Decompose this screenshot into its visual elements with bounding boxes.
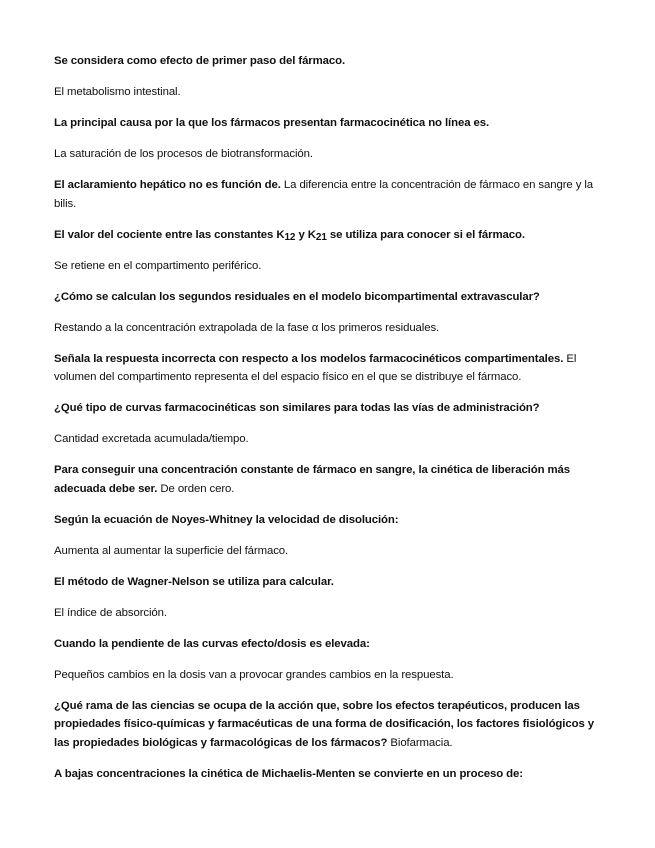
question-3: El aclaramiento hepático no es función de. <box>54 179 281 191</box>
question-6: Señala la respuesta incorrecta con respecto a los modelos farmacocinéticos compartimentales. <box>54 352 564 365</box>
document-page <box>54 52 602 796</box>
question-10: El método de Wagner-Nelson se utiliza para calcular. <box>54 575 334 588</box>
answer-2: La saturación de los procesos de biotransformación. <box>54 148 313 160</box>
answer-7: Cantidad excretada acumulada/tiempo. <box>54 433 249 445</box>
qa-8 <box>54 461 602 498</box>
answer-1: El metabolismo intestinal. <box>54 86 181 98</box>
answer-5: Restando a la concentración extrapolada de la fase α los primeros residuales. <box>54 321 440 334</box>
answer-8: De orden cero. <box>160 482 235 495</box>
question-5: ¿Cómo se calculan los segundos residuales en el modelo bicompartimental extravascular? <box>54 290 540 303</box>
qa-3 <box>54 176 602 213</box>
question-4-part-2: y K <box>295 228 316 241</box>
question-4 <box>54 226 602 245</box>
question-8: Para conseguir una concentración constante de fármaco en sangre, la cinética de liberación más adecuada debe ser. <box>54 464 571 495</box>
answer-10: El índice de absorción. <box>54 606 167 619</box>
answer-11: Pequeños cambios en la dosis van a provocar grandes cambios en la respuesta. <box>54 668 454 681</box>
qa-6 <box>54 350 602 387</box>
answer-4: Se retiene en el compartimento periférico. <box>54 259 262 272</box>
question-13: A bajas concentraciones la cinética de Michaelis-Menten se convierte en un proceso de: <box>54 767 523 780</box>
question-4-part-1: El valor del cociente entre las constantes K <box>54 228 285 241</box>
question-12: ¿Qué rama de las ciencias se ocupa de la acción que, sobre los efectos terapéuticos, producen las propiedades físico-químicas y farmacéuticas de una forma de dosificación, los factores fisiológicos y las propiedades biológicas y farmacológicas de los fármacos? <box>54 699 594 749</box>
qa-12 <box>54 697 602 753</box>
question-7: ¿Qué tipo de curvas farmacocinéticas son similares para todas las vías de administración? <box>54 402 540 414</box>
answer-12: Biofarmacia. <box>390 736 453 749</box>
answer-3: La diferencia entre la concentración de fármaco en sangre y la bilis. <box>54 179 594 210</box>
question-9: Según la ecuación de Noyes-Whitney la velocidad de disolución: <box>54 513 399 526</box>
answer-6: El volumen del compartimento representa el del espacio físico en el que se distribuye el fármaco. <box>54 352 577 383</box>
question-2: La principal causa por la que los fármacos presentan farmacocinética no línea es. <box>54 117 490 129</box>
question-11: Cuando la pendiente de las curvas efecto/dosis es elevada: <box>54 637 370 650</box>
question-4-subscript-1: 12 <box>284 231 296 243</box>
question-1: Se considera como efecto de primer paso del fármaco. <box>54 55 346 67</box>
question-4-part-3: se utiliza para conocer si el fármaco. <box>326 228 525 241</box>
answer-9: Aumenta al aumentar la superficie del fármaco. <box>54 544 289 557</box>
question-4-subscript-2: 21 <box>315 231 327 243</box>
